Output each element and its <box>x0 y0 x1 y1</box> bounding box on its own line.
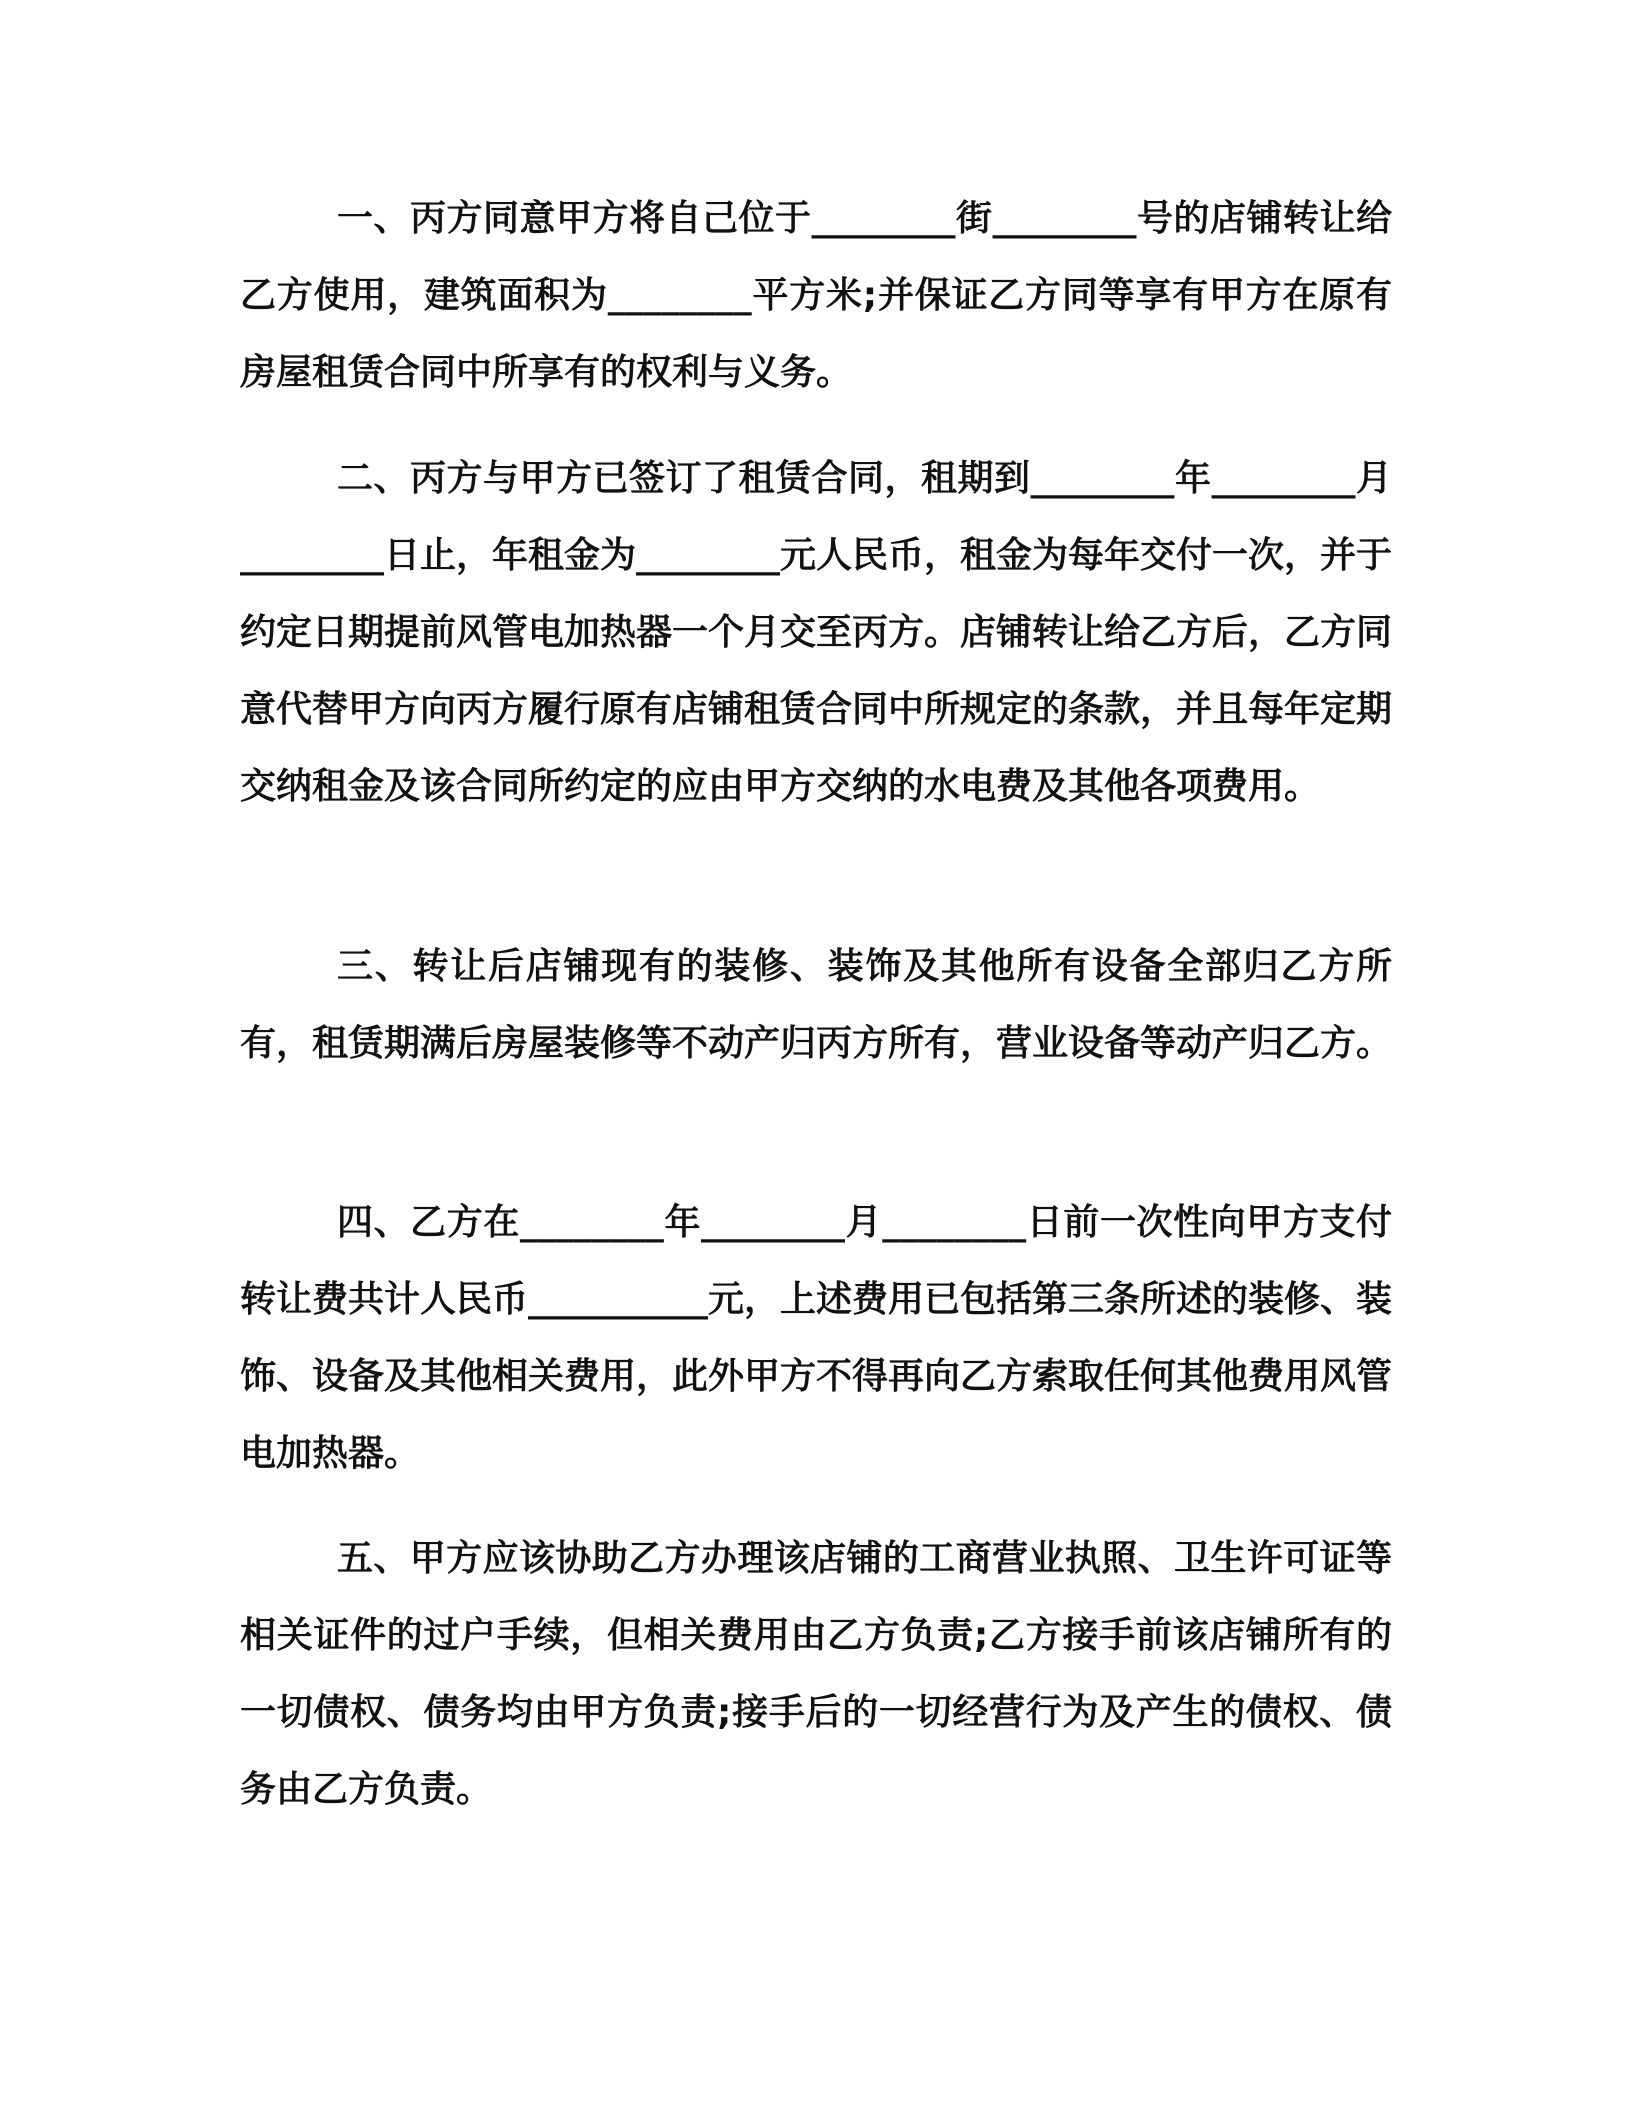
clause-1: 一、丙方同意甲方将自己位于________街________号的店铺转让给乙方使用，建筑面积为________平方米;并保证乙方同等享有甲方在原有房屋租赁合同中所享有的权利与义务。 <box>240 198 1392 393</box>
clause-5: 五、甲方应该协助乙方办理该店铺的工商营业执照、卫生许可证等相关证件的过户手续，但相关费用由乙方负责;乙方接手前该店铺所有的一切债权、债务均由甲方负责;接手后的一切经营行为及产生的债权、债务由乙方负责。 <box>240 1538 1392 1810</box>
clause-2: 二、丙方与甲方已签订了租赁合同，租期到________年________月________日止，年租金为________元人民币，租金为每年交付一次，并于约定日期提前风管电加热器一个月交至丙方。店铺转让给乙方后，乙方同意代替甲方向丙方履行原有店铺租赁合同中所规定的条款，并且每年定期交纳租金及该合同所约定的应由甲方交纳的水电费及其他各项费用。 <box>240 458 1393 807</box>
clause-4: 四、乙方在________年________月________日前一次性向甲方支付转让费共计人民币__________元，上述费用已包括第三条所述的装修、装饰、设备及其他相关费用，此外甲方不得再向乙方索取任何其他费用风管电加热器。 <box>240 1202 1393 1474</box>
clause-3: 三、转让后店铺现有的装修、装饰及其他所有设备全部归乙方所有，租赁期满后房屋装修等不动产归丙方所有，营业设备等动产归乙方。 <box>240 946 1393 1064</box>
